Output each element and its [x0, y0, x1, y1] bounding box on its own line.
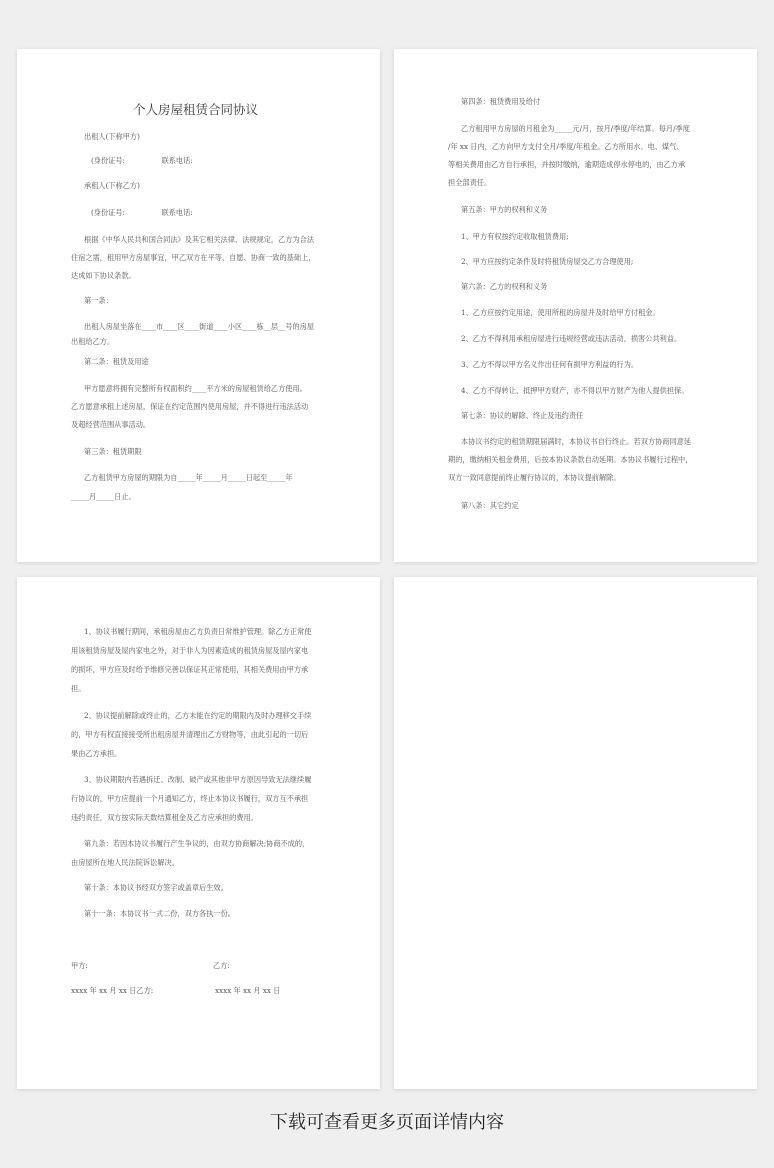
article-3-line-1: 乙方租赁甲方房屋的期限为自_____年_____月_____日起至_____年 [84, 473, 293, 482]
article-6-item-4: 4、乙方不得转让、抵押甲方财产，亦不得以甲方财产为他人提供担保。 [461, 386, 689, 395]
article-3-line-2: _____月_____日止。 [71, 492, 136, 501]
lessee-id-line: (身份证号: 联系电话: [91, 208, 193, 217]
article-6-title: 第六条：乙方的权利和义务 [461, 282, 548, 291]
intro-line-2: 住宿之需，租用甲方房屋事宜，甲乙双方在平等、自愿、协商一致的基础上， [71, 253, 316, 262]
clause-1-line-3: 的损坏，甲方应及时给予维修完善以保证其正常使用，其相关费用由甲方承 [71, 665, 309, 674]
article-6-item-3: 3、乙方不得以甲方名义作出任何有损甲方利益的行为。 [461, 360, 639, 369]
article-10: 第十条：本协议书经双方签字或盖章后生效。 [84, 883, 228, 892]
clause-3-line-3: 违约责任，双方按实际天数结算租金及乙方应承担的费用。 [71, 813, 258, 822]
intro-line-1: 根据《中华人民共和国合同法》及其它相关法律、法规规定，乙方为合法 [84, 235, 315, 244]
article-2-line-3: 及超经营范围从事活动。 [71, 420, 151, 429]
lessor-label: 出租人(下称甲方) [84, 132, 140, 141]
document-title: 个人房屋租赁合同协议 [133, 102, 259, 117]
party-b-signature-label: 乙方: [213, 961, 230, 970]
clause-1-line-2: 用该租赁房屋及屋内家电之外，对于非人为因素造成的租赁房屋及屋内家电 [71, 646, 309, 655]
article-1-line-1: 出租人房屋坐落在____市____区____街道____小区____栋__层__号的房屋 [84, 322, 315, 331]
article-2-title: 第二条：租赁及用途 [84, 357, 149, 366]
article-7-title: 第七条：协议的解除、终止及违约责任 [461, 411, 584, 420]
article-3-title: 第三条：租赁期限 [84, 447, 142, 456]
article-6-item-1: 1、乙方应按约定用途，使用所租的房屋并及时给甲方付租金。 [461, 308, 660, 317]
document-page-4-blank [394, 577, 757, 1089]
download-more-footer: 下载可查看更多页面详情内容 [270, 1112, 504, 1133]
article-9-line-2: 由房屋所在地人民法院诉讼解决。 [71, 858, 179, 867]
article-9-line-1: 第九条：若因本协议书履行产生争议的，由双方协商解决;协商不成的， [84, 839, 310, 848]
article-11: 第十一条：本协议书一式二份，双方各执一份。 [84, 909, 235, 918]
article-5-item-1: 1、甲方有权按约定收取租赁费用; [461, 232, 569, 241]
document-page-2 [394, 49, 757, 562]
clause-2-line-2: 的，甲方有权直接接受所出租房屋并清理出乙方财物等，由此引起的一切后 [71, 730, 309, 739]
party-b-date: xxxx 年 xx 月 xx 日 [215, 986, 281, 995]
document-page-3 [17, 577, 380, 1089]
document-page-1 [17, 49, 380, 562]
article-7-line-1: 本协议书约定的租赁期限届满时，本协议书自行终止。若双方协商同意延 [461, 437, 692, 446]
article-4-line-3: 等相关费用由乙方自行承担，并按时缴纳，逾期造成停水停电的，由乙方承 [448, 160, 686, 169]
article-4-line-1: 乙方租用甲方房屋的月租金为_____元/月，按月/季度/年结算。每月/季度 [461, 124, 690, 133]
party-a-signature-label: 甲方: [71, 961, 88, 970]
article-4-title: 第四条：租赁费用及给付 [461, 97, 541, 106]
article-2-line-2: 乙方愿意承租上述房屋，保证在约定范围内使用房屋，并不得进行违法活动 [71, 402, 309, 411]
lessee-label: 承租人(下称乙方) [84, 181, 140, 190]
article-8-title: 第八条：其它约定 [461, 501, 519, 510]
article-4-line-4: 担全部责任。 [448, 178, 492, 187]
article-4-line-2: /年 xx 日内，乙方向甲方支付全月/季度/年租金。乙方所用水、电、煤气、 [448, 142, 684, 151]
article-5-title: 第五条：甲方的权利和义务 [461, 205, 548, 214]
article-5-item-2: 2、甲方应按约定条件及时将租赁房屋交乙方合理使用; [461, 257, 634, 266]
clause-2-line-3: 果由乙方承担。 [71, 749, 122, 758]
clause-1-line-1: 1、协议书履行期间，承租房屋由乙方负责日常维护管理。除乙方正常使 [84, 627, 312, 636]
article-1-line-2: 出租给乙方。 [71, 337, 115, 346]
article-1-title: 第一条： [84, 296, 113, 305]
lessor-id-line: (身份证号: 联系电话: [91, 156, 193, 165]
article-7-line-2: 期的，缴纳相关租金费用，后按本协议条款自动延期。本协议书履行过程中， [448, 455, 693, 464]
clause-1-line-4: 担。 [71, 684, 86, 693]
clause-3-line-1: 3、协议期限内若遇拆迁、改制、破产或其他非甲方原因导致无法继续履 [84, 775, 312, 784]
intro-line-3: 达成如下协议条款。 [71, 271, 136, 280]
article-2-line-1: 甲方愿意将拥有完整所有权面积约____平方米的房屋租赁给乙方使用。 [84, 384, 307, 393]
clause-2-line-1: 2、协议提前解除或终止的，乙方未能在约定的期限内及时办理移交手续 [84, 711, 312, 720]
party-a-date: xxxx 年 xx 月 xx 日乙方: [71, 986, 154, 995]
article-7-line-3: 双方一致同意提前终止履行协议的，本协议提前解除。 [448, 473, 621, 482]
clause-3-line-2: 行协议的，甲方应提前一个月通知乙方，终止本协议书履行，双方互不承担 [71, 794, 309, 803]
article-6-item-2: 2、乙方不得利用承租房屋进行违规经营或违法活动，损害公共利益。 [461, 334, 682, 343]
